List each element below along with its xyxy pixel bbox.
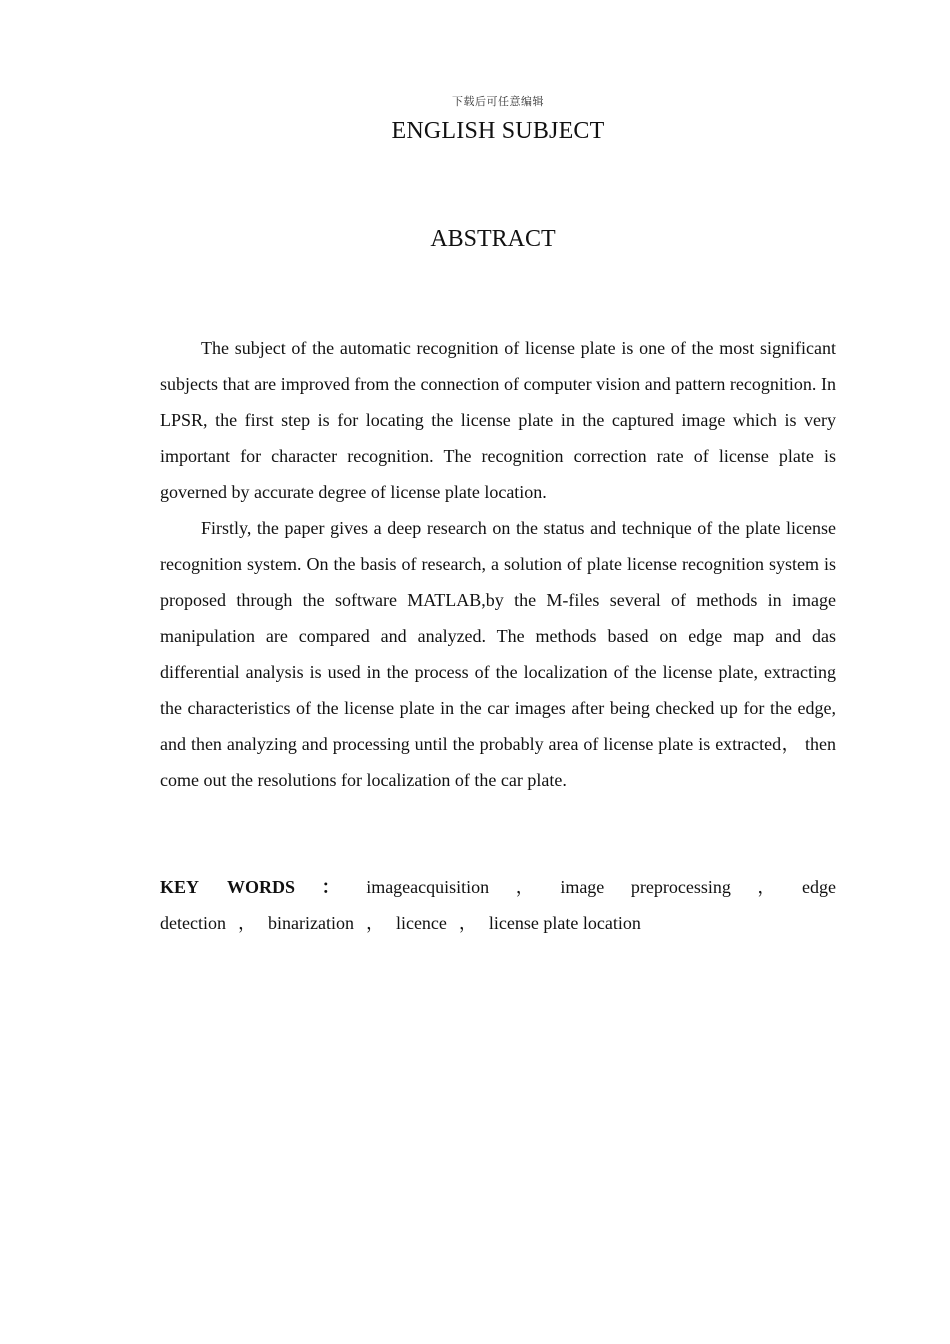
keywords-label <box>160 869 295 905</box>
abstract-paragraph-2: Firstly, the paper gives a deep research on the status and technique of the plate license recognition system. On the basis of research, a solution of plate license recognition system is proposed through the software MATLAB,by the M-files several of methods in image manipulation are compared and analyzed. The methods based on edge map and das differential analysis is used in the process of the localization of the license plate, extracting the characteristics of the license plate in the car images after being checked up for the edge, and then analyzing and processing until the probably area of license plate is extracted， then come out the resolutions for localization of the car plate. <box>160 518 836 790</box>
keyword-separator: ， <box>515 877 534 897</box>
keyword-item: preprocessing <box>630 877 731 897</box>
keyword-item: imageacquisition <box>366 877 490 897</box>
keyword-separator: ， <box>365 913 384 933</box>
keywords-colon: ： <box>321 877 340 897</box>
download-watermark: 下载后可任意编辑 <box>452 95 544 108</box>
abstract-heading: ABSTRACT <box>430 226 556 252</box>
keywords-label-words: WORDS <box>227 877 296 897</box>
keyword-separator: ， <box>757 877 776 897</box>
keyword-item: licence <box>395 913 447 933</box>
keywords-label-key: KEY <box>160 877 200 897</box>
keyword-item: edge <box>802 877 836 897</box>
abstract-paragraph-1: The subject of the automatic recognition of license plate is one of the most significant subjects that are improved from the connection of computer vision and pattern recognition. In LPSR, the first step is for locating the license plate in the captured image which is very important for character recognition. The recognition correction rate of license plate is governed by accurate degree of license plate location. <box>160 338 836 502</box>
english-subject-title: ENGLISH SUBJECT <box>391 118 605 144</box>
keyword-separator: ， <box>458 913 477 933</box>
keyword-item: license plate location <box>488 913 641 933</box>
keyword-separator: ， <box>237 913 256 933</box>
keyword-item: image <box>560 877 605 897</box>
keywords-line-1 <box>160 869 836 905</box>
keywords-line-2 <box>160 905 836 941</box>
keywords-section <box>160 869 836 941</box>
keyword-item: detection <box>160 913 226 933</box>
abstract-body <box>160 330 836 798</box>
keyword-item: binarization <box>267 913 354 933</box>
